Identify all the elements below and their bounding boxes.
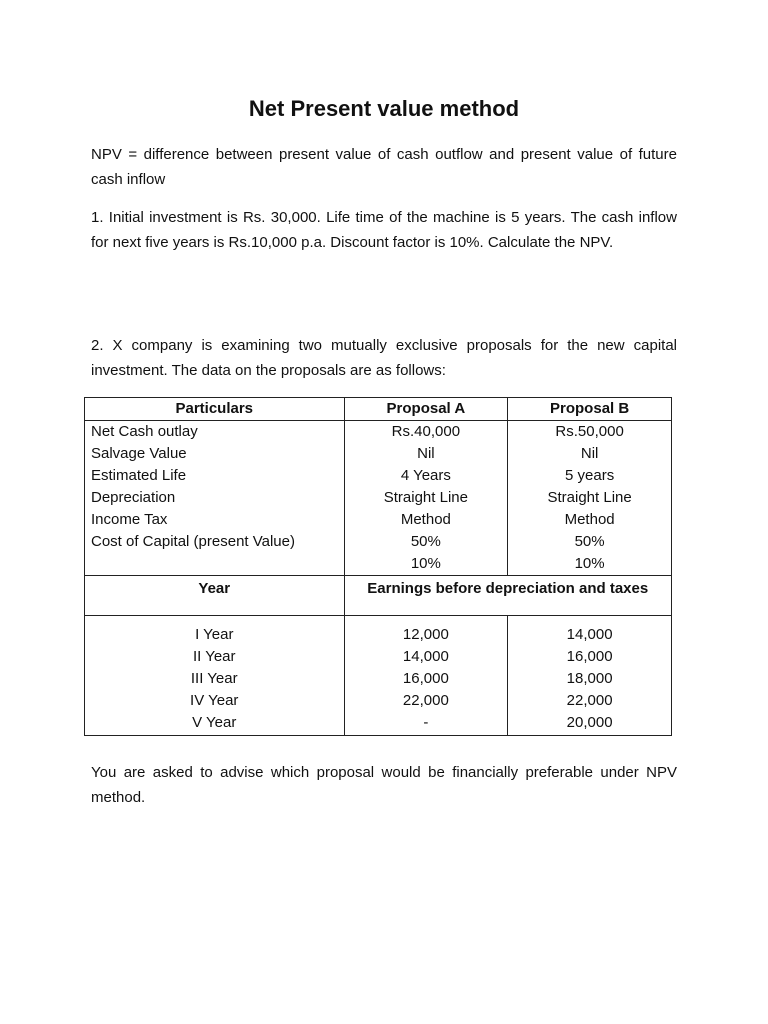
header-earnings: Earnings before depreciation and taxes: [344, 576, 672, 616]
table-row: [85, 465, 672, 487]
proposal-b-cell: Method: [508, 509, 672, 531]
proposal-a-cell: Nil: [344, 443, 508, 465]
header-proposal-b: Proposal B: [508, 398, 672, 421]
earnings-a-cell: 14,000: [344, 646, 508, 668]
earnings-b-cell: 18,000: [508, 668, 672, 690]
table-row: [85, 668, 672, 690]
table-row: [85, 553, 672, 576]
question-1-paragraph: 1. Initial investment is Rs. 30,000. Life time of the machine is 5 years. The cash inflow for next five years is Rs.10,000 p.a. Discount factor is 10%. Calculate the NPV.: [91, 209, 677, 251]
table-row: [85, 509, 672, 531]
particular-cell: [85, 553, 345, 576]
proposal-b-cell: 50%: [508, 531, 672, 553]
table-row: [85, 712, 672, 736]
earnings-b-cell: 16,000: [508, 646, 672, 668]
earnings-a-cell: -: [344, 712, 508, 736]
proposal-a-cell: Rs.40,000: [344, 421, 508, 444]
particular-cell: Cost of Capital (present Value): [85, 531, 345, 553]
proposal-b-cell: 10%: [508, 553, 672, 576]
earnings-a-cell: 12,000: [344, 624, 508, 646]
question-2-paragraph: 2. X company is examining two mutually exclusive proposals for the new capital investment. The data on the proposals are as follows:: [91, 337, 677, 379]
npv-definition-paragraph: NPV = difference between present value of cash outflow and present value of future cash inflow: [91, 146, 677, 188]
year-cell: III Year: [85, 668, 345, 690]
table-row: [85, 443, 672, 465]
particular-cell: Depreciation: [85, 487, 345, 509]
particular-cell: Salvage Value: [85, 443, 345, 465]
proposals-table: [84, 397, 672, 736]
header-proposal-a: Proposal A: [344, 398, 508, 421]
year-cell: I Year: [85, 624, 345, 646]
earnings-b-cell: 22,000: [508, 690, 672, 712]
year-header-row: [85, 576, 672, 616]
proposal-b-cell: Rs.50,000: [508, 421, 672, 444]
earnings-b-cell: 14,000: [508, 624, 672, 646]
header-particulars: Particulars: [85, 398, 345, 421]
particular-cell: Income Tax: [85, 509, 345, 531]
particular-cell: Net Cash outlay: [85, 421, 345, 444]
particular-cell: Estimated Life: [85, 465, 345, 487]
spacer-row: [85, 616, 672, 625]
table-row: [85, 531, 672, 553]
proposal-a-cell: 10%: [344, 553, 508, 576]
proposal-a-cell: 4 Years: [344, 465, 508, 487]
table-row: [85, 421, 672, 444]
advice-paragraph: You are asked to advise which proposal would be financially preferable under NPV method.: [91, 764, 677, 806]
earnings-a-cell: 16,000: [344, 668, 508, 690]
proposal-a-cell: Method: [344, 509, 508, 531]
table-row: [85, 646, 672, 668]
proposal-a-cell: Straight Line: [344, 487, 508, 509]
table-row: [85, 487, 672, 509]
proposal-b-cell: Nil: [508, 443, 672, 465]
table-row: [85, 690, 672, 712]
earnings-b-cell: 20,000: [508, 712, 672, 736]
header-year: Year: [85, 576, 345, 616]
earnings-a-cell: 22,000: [344, 690, 508, 712]
proposal-b-cell: Straight Line: [508, 487, 672, 509]
year-cell: V Year: [85, 712, 345, 736]
proposal-a-cell: 50%: [344, 531, 508, 553]
year-cell: II Year: [85, 646, 345, 668]
table-row: [85, 624, 672, 646]
year-cell: IV Year: [85, 690, 345, 712]
page-title: Net Present value method: [248, 96, 520, 121]
table-header-row: [85, 398, 672, 421]
proposal-b-cell: 5 years: [508, 465, 672, 487]
